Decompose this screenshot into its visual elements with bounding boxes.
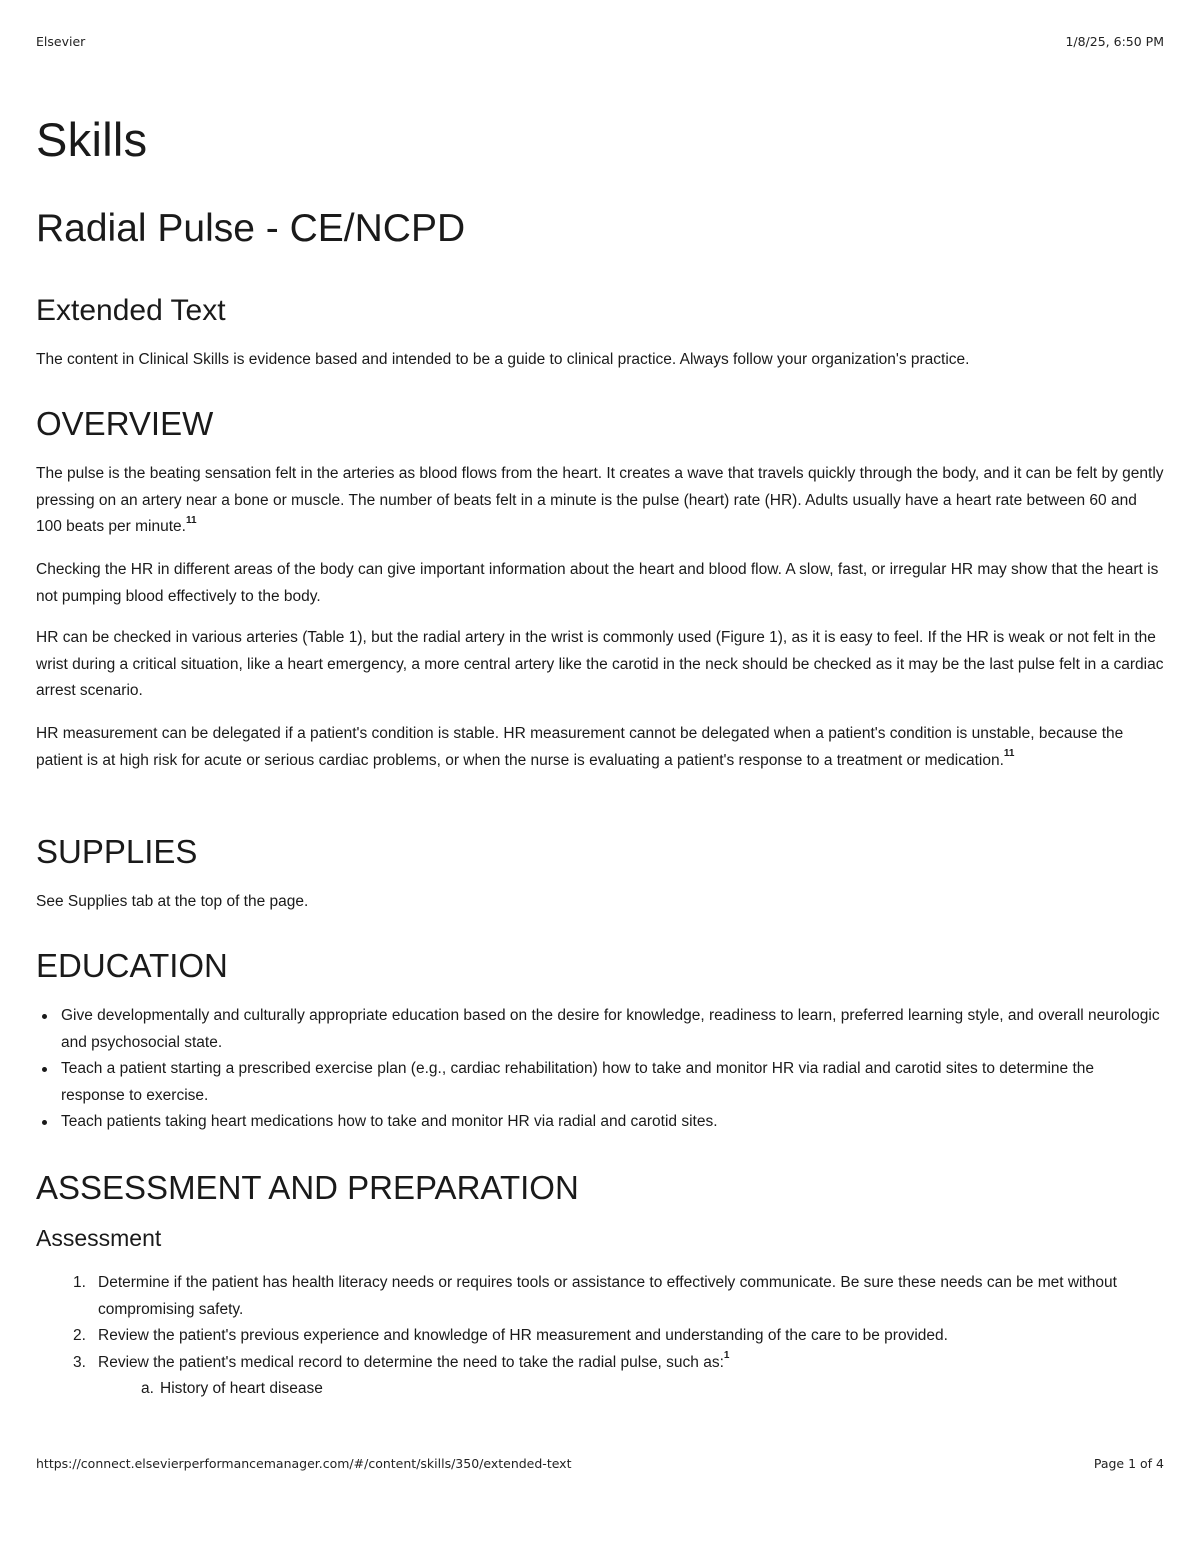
- bullet-icon: [42, 1067, 47, 1072]
- overview-paragraph-2: Checking the HR in different areas of the body can give important information about the heart and blood flow. A slow, fast, or irregular HR may show that the heart is not pumping blood effectively to the body.: [36, 561, 1159, 605]
- bullet-icon: [42, 1120, 47, 1125]
- list-item: [141, 1376, 1164, 1403]
- supplies-heading: SUPPLIES: [36, 833, 198, 870]
- overview-paragraph-1-text: The pulse is the beating sensation felt in the arteries as blood flows from the heart. It creates a wave that travels quickly through the body, and it can be felt by gently pressing on an artery near a bone or muscle. The number of beats felt in a minute is the pulse (heart) rate (HR). Adults usually have a heart rate between 60 and 100 beats per minute.: [36, 465, 1164, 535]
- overview-paragraph-4: [36, 721, 1164, 774]
- page-number: Page 1 of 4: [1093, 1456, 1164, 1471]
- list-number: 2.: [73, 1327, 86, 1344]
- supplies-text: See Supplies tab at the top of the page.: [36, 893, 309, 910]
- assessment-preparation-heading: ASSESSMENT AND PREPARATION: [36, 1169, 579, 1206]
- reference-link[interactable]: 11: [1003, 748, 1015, 760]
- list-item: [61, 1003, 1161, 1056]
- overview-paragraph-1: [36, 461, 1164, 541]
- overview-paragraph-4-text: HR measurement can be delegated if a patient's condition is stable. HR measurement cannot be delegated when a patient's condition is unstable, because the patient is at high risk for acute or serious cardiac problems, or when the nurse is evaluating a patient's response to a treatment or medication.: [36, 725, 1124, 769]
- print-source: Elsevier: [36, 34, 86, 49]
- print-footer: [36, 1456, 1164, 1471]
- list-item-text: Determine if the patient has health literacy needs or requires tools or assistance to effectively communicate. Be sure these needs can be met without compromising safety.: [98, 1274, 1117, 1318]
- reference-link[interactable]: 11: [185, 514, 197, 526]
- education-heading: EDUCATION: [36, 947, 228, 984]
- list-number: 1.: [73, 1274, 86, 1291]
- list-item-text: Review the patient's previous experience and knowledge of HR measurement and understanding of the care to be provided.: [98, 1327, 948, 1344]
- print-datetime: 1/8/25, 6:50 PM: [1065, 34, 1164, 49]
- reference-link[interactable]: 1: [723, 1350, 730, 1362]
- list-letter: a.: [141, 1380, 154, 1397]
- overview-paragraph-3: HR can be checked in various arteries (Table 1), but the radial artery in the wrist is commonly used (Figure 1), as it is easy to feel. If the HR is weak or not felt in the wrist during a critical situation, like a heart emergency, a more central artery like the carotid in the neck should be checked as it may be the last pulse felt in a cardiac arrest scenario.: [36, 629, 1164, 699]
- skill-title: Radial Pulse - CE/NCPD: [36, 207, 466, 250]
- assessment-sublist: [98, 1376, 1164, 1403]
- disclaimer-text: The content in Clinical Skills is evidence based and intended to be a guide to clinical practice. Always follow your organization's practice.: [36, 351, 970, 368]
- education-list: [61, 1003, 1161, 1136]
- list-item: [61, 1056, 1161, 1109]
- overview-heading: OVERVIEW: [36, 405, 214, 442]
- list-item-text: Give developmentally and culturally appropriate education based on the desire for knowledge, readiness to learn, preferred learning style, and overall neurologic and psychosocial state.: [61, 1007, 1160, 1051]
- page-title: Skills: [36, 113, 148, 166]
- bullet-icon: [42, 1014, 47, 1019]
- list-item: [61, 1109, 1161, 1136]
- page-url: https://connect.elsevierperformancemanager.com/#/content/skills/350/extended-text: [36, 1456, 572, 1471]
- assessment-subheading: Assessment: [36, 1225, 162, 1251]
- print-header: [36, 34, 1164, 49]
- assessment-list: [73, 1270, 1164, 1403]
- list-item-text: Review the patient's medical record to determine the need to take the radial pulse, such as:: [98, 1353, 724, 1371]
- list-item-text: Teach patients taking heart medications how to take and monitor HR via radial and carotid sites.: [61, 1113, 718, 1130]
- list-item-text: History of heart disease: [160, 1380, 323, 1397]
- list-item-text: Teach a patient starting a prescribed exercise plan (e.g., cardiac rehabilitation) how to take and monitor HR via radial and carotid sites to determine the response to exercise.: [61, 1060, 1095, 1104]
- list-item: [73, 1323, 1164, 1350]
- list-number: 3.: [73, 1353, 86, 1371]
- list-item: [73, 1270, 1164, 1323]
- section-title: Extended Text: [36, 294, 226, 327]
- list-item: [73, 1350, 1164, 1403]
